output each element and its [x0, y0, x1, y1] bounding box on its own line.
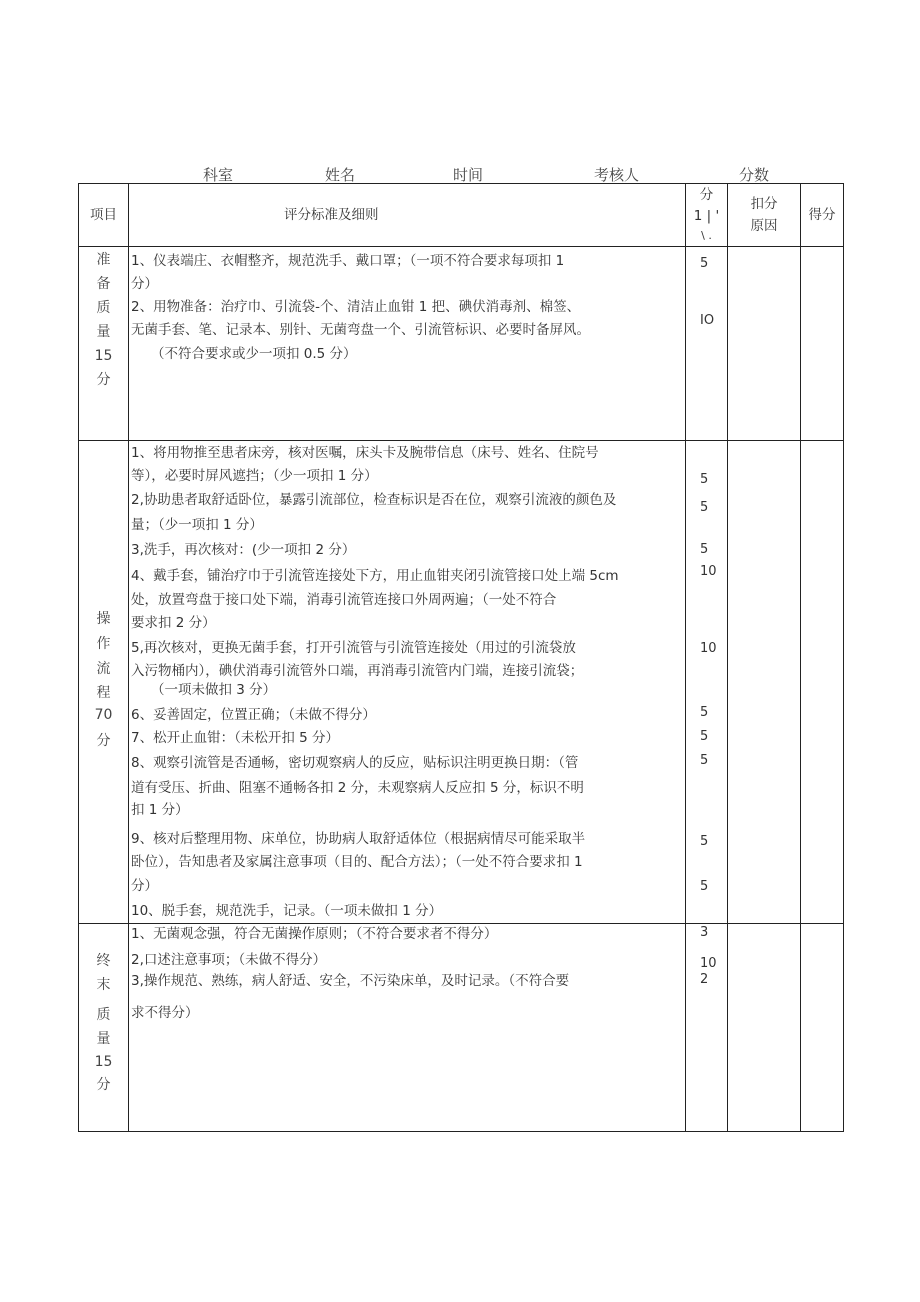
criteria-line: 量；（少一项扣 1 分）	[131, 517, 263, 533]
score-label: 分数	[739, 166, 770, 184]
points-value: 10	[700, 564, 717, 579]
points-value: 2	[700, 972, 709, 987]
label-char: 终	[96, 953, 111, 969]
label-char: 量	[96, 1031, 111, 1047]
points-value: 10	[700, 641, 717, 656]
criteria-line: 7、松开止血钳：（未松开扣 5 分）	[131, 730, 340, 746]
section-final-row	[79, 924, 844, 1132]
section-prep-criteria	[129, 247, 686, 441]
criteria-line: 4、戴手套，铺治疗巾于引流管连接处下方，用止血钳夹闭引流管接口处上端 5cm	[131, 568, 619, 584]
assessment-table	[78, 183, 844, 1132]
section-op-deduct	[728, 441, 801, 924]
label-char: 量	[96, 324, 111, 340]
label-char: 备	[96, 276, 111, 292]
criteria-line: 10、脱手套，规范洗手，记录。（一项未做扣 1 分）	[131, 903, 443, 919]
section-op-label	[79, 441, 129, 924]
examiner-label: 考核人	[594, 166, 640, 184]
section-op-points	[686, 441, 728, 924]
criteria-line: 道有受压、折曲、阻塞不通畅各扣 2 分，未观察病人反应扣 5 分，标识不明	[131, 780, 584, 796]
table-header-row	[79, 184, 844, 247]
col-points-mid: 1 | '	[693, 208, 720, 224]
section-final-label	[79, 924, 129, 1132]
label-char: 分	[96, 1077, 111, 1093]
col-points-bot: \ .	[701, 229, 712, 242]
criteria-line: 6、妥善固定，位置正确；（未做不得分）	[131, 707, 376, 723]
col-got-text: 得分	[808, 207, 836, 223]
points-value: 5	[700, 729, 709, 744]
criteria-line: （一项未做扣 3 分）	[151, 682, 277, 698]
col-deduct-header	[728, 184, 801, 247]
criteria-line: 等），必要时屏风遮挡；（少一项扣 1 分）	[131, 468, 378, 484]
label-char: 操	[96, 611, 111, 627]
col-criteria-text: 评分标准及细则	[284, 207, 379, 223]
label-char: 15	[94, 348, 113, 364]
points-value: 5	[700, 705, 709, 720]
points-value: 5	[700, 472, 709, 487]
section-final-points	[686, 924, 728, 1132]
label-char: 分	[96, 372, 111, 388]
label-char: 末	[96, 977, 111, 993]
criteria-line: 8、观察引流管是否通畅，密切观察病人的反应，贴标识注明更换日期：（管	[131, 755, 579, 771]
points-value: 5	[700, 879, 709, 894]
label-char: 准	[96, 252, 111, 268]
points-value: 5	[700, 256, 709, 271]
criteria-line: 1、将用物推至患者床旁，核对医嘱，床头卡及腕带信息（床号、姓名、住院号	[131, 445, 599, 461]
criteria-line: 处，放置弯盘于接口处下端，消毒引流管连接口外周两遍；（一处不符合	[131, 592, 557, 608]
criteria-line: 9、核对后整理用物、床单位，协助病人取舒适体位（根据病情尽可能采取半	[131, 831, 586, 847]
label-char: 程	[96, 685, 111, 701]
col-points-top: 分	[699, 187, 714, 203]
label-char: 作	[96, 636, 111, 652]
points-value: 5	[700, 834, 709, 849]
section-op-got	[801, 441, 844, 924]
criteria-line: 分）	[131, 276, 158, 292]
section-final-deduct	[728, 924, 801, 1132]
col-item-header	[79, 184, 129, 247]
criteria-line: 无菌手套、笔、记录本、别针、无菌弯盘一个、引流管标识、必要时备屏风。	[131, 322, 590, 338]
label-char: 70	[94, 707, 113, 723]
section-final-got	[801, 924, 844, 1132]
section-prep-got	[801, 247, 844, 441]
criteria-line: 3,操作规范、熟练，病人舒适、安全，不污染床单，及时记录。（不符合要	[131, 973, 570, 989]
criteria-line: 入污物桶内），碘伏消毒引流管外口端，再消毒引流管内门端，连接引流袋；	[131, 663, 584, 679]
criteria-line: 1、仪表端庄、衣帽整齐，规范洗手、戴口罩；（一项不符合要求每项扣 1	[131, 253, 565, 269]
points-value: IO	[700, 313, 715, 328]
criteria-line: 2,协助患者取舒适卧位，暴露引流部位，检查标识是否在位，观察引流液的颜色及	[131, 492, 617, 508]
label-char: 质	[96, 300, 111, 316]
col-criteria-header	[129, 184, 686, 247]
department-label: 科室	[203, 166, 234, 184]
section-prep-row	[79, 247, 844, 441]
criteria-line: 3,洗手，再次核对：(少一项扣 2 分）	[131, 542, 356, 558]
criteria-line: 卧位），告知患者及家属注意事项（目的、配合方法）；（一处不符合要求扣 1	[131, 854, 583, 870]
points-value: 10	[700, 956, 717, 971]
criteria-line: 2、用物准备：治疗巾、引流袋-个、清洁止血钳 1 把、碘伏消毒剂、棉签、	[131, 299, 581, 315]
col-item-text: 项目	[90, 207, 117, 223]
criteria-line: 2,口述注意事项；（未做不得分）	[131, 952, 327, 968]
points-value: 5	[700, 542, 709, 557]
label-char: 15	[94, 1054, 113, 1070]
criteria-line: 要求扣 2 分）	[131, 615, 216, 631]
points-value: 3	[700, 925, 709, 940]
name-label: 姓名	[325, 166, 356, 184]
criteria-line: 1、无菌观念强，符合无菌操作原则；（不符合要求者不得分）	[131, 926, 498, 942]
criteria-line: 5,再次核对，更换无菌手套，打开引流管与引流管连接处（用过的引流袋放	[131, 640, 576, 656]
label-char: 质	[96, 1007, 111, 1023]
section-op-row	[79, 441, 844, 924]
points-value: 5	[700, 500, 709, 515]
label-char: 流	[96, 661, 111, 677]
section-prep-points	[686, 247, 728, 441]
criteria-line: （不符合要求或少一项扣 0.5 分）	[151, 346, 357, 362]
col-deduct-line2: 原因	[750, 218, 778, 234]
section-prep-label	[79, 247, 129, 441]
time-label: 时间	[453, 166, 484, 184]
section-final-criteria	[129, 924, 686, 1132]
col-got-header	[801, 184, 844, 247]
criteria-line: 求不得分）	[131, 1005, 199, 1021]
section-prep-deduct	[728, 247, 801, 441]
label-char: 分	[96, 733, 111, 749]
section-op-criteria	[129, 441, 686, 924]
points-value: 5	[700, 753, 709, 768]
criteria-line: 分）	[131, 878, 158, 894]
criteria-line: 扣 1 分）	[131, 802, 189, 818]
col-deduct-line1: 扣分	[750, 196, 778, 212]
col-points-header	[686, 184, 728, 247]
